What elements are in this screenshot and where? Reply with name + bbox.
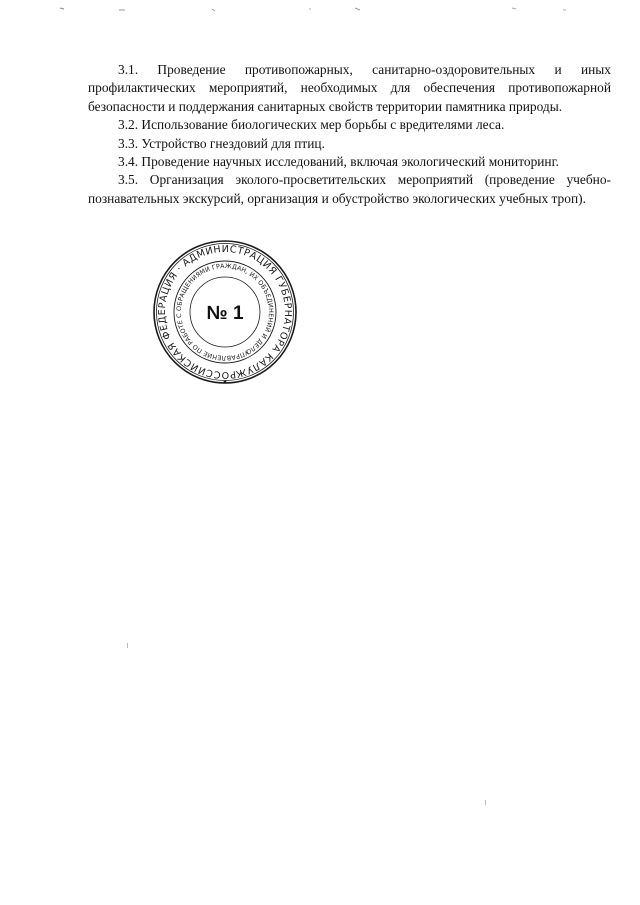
paragraph-3-3: 3.3. Устройство гнездовий для птиц. bbox=[118, 135, 325, 151]
scan-artifacts bbox=[0, 0, 640, 20]
stamp-number: № 1 bbox=[206, 303, 244, 324]
paragraph-3-5: 3.5. Организация эколого-просветительских мероприятий (проведение учебно-познавательных экскурсий, организация и обустройство экологических учебных троп). bbox=[88, 172, 611, 206]
paragraph-3-4: 3.4. Проведение научных исследований, включая экологический мониторинг. bbox=[118, 154, 559, 170]
stamp-seal bbox=[150, 237, 300, 387]
stamp-outer-text: РОССИЙСКАЯ ФЕДЕРАЦИЯ · АДМИНИСТРАЦИЯ ГУБЕРНАТОРА КАЛУЖСКОЙ bbox=[156, 243, 294, 381]
stamp-inner-text: УПРАВЛЕНИЕ ПО РАБОТЕ С ОБРАЩЕНИЯМИ ГРАЖДАН, ИХ ОБЪЕДИНЕНИЙ И ДЕЛОПРОИЗВОДСТВА bbox=[175, 262, 275, 362]
document-body bbox=[88, 61, 611, 208]
paragraph-3-1: 3.1. Проведение противопожарных, санитарно-оздоровительных и иных профилактических мероприятий, необходимых для обеспечения противопожарной безопасности и поддержания санитарных свойств территории памятника природы. bbox=[88, 62, 611, 114]
scan-speck bbox=[485, 800, 486, 805]
official-stamp bbox=[150, 237, 300, 387]
paragraph-3-2: 3.2. Использование биологических мер борьбы с вредителями леса. bbox=[118, 117, 505, 133]
scan-speck bbox=[127, 643, 128, 648]
